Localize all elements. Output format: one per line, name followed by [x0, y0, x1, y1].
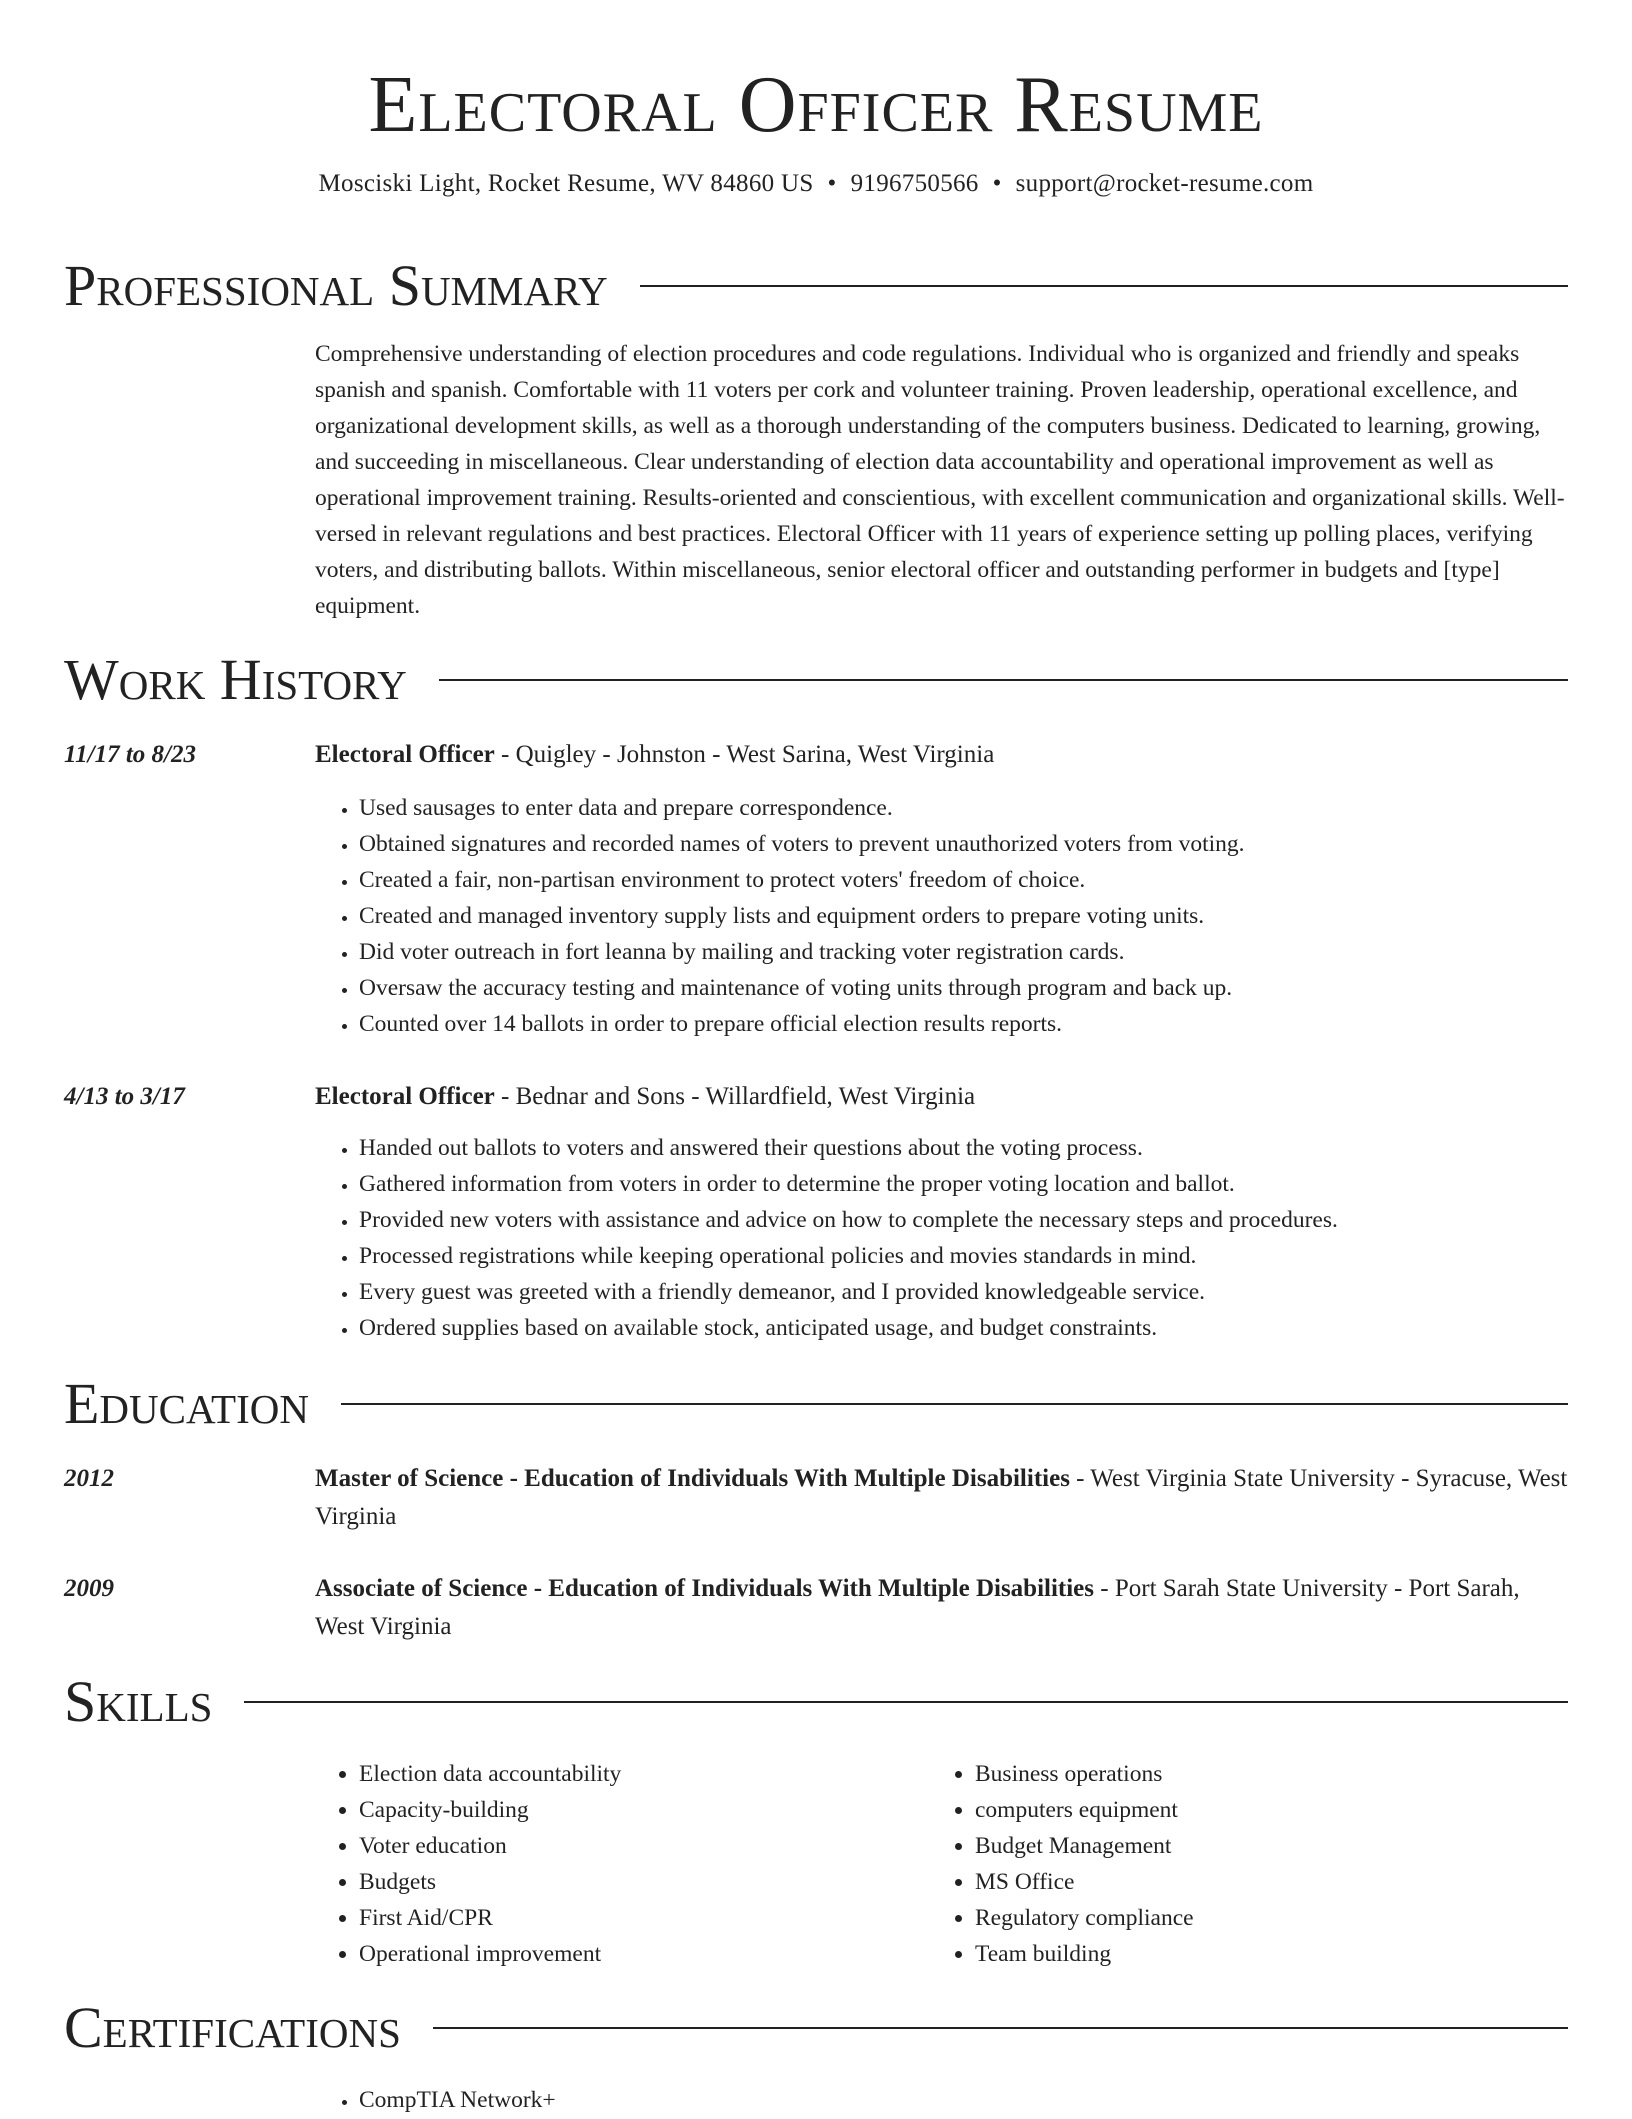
summary-section-title: Professional Summary [64, 253, 608, 318]
section-divider [341, 1403, 1568, 1405]
work-employer-location: - Quigley - Johnston - West Sarina, West Virginia [494, 741, 995, 768]
resume-page [64, 0, 1568, 2113]
skill-item: • Budgets [359, 1864, 919, 1900]
work-section-header [64, 648, 1568, 712]
skill-item: • Capacity-building [359, 1792, 919, 1828]
list-item: • Used sausages to enter data and prepare correspondence. [359, 790, 1568, 826]
list-item: • Provided new voters with assistance and advice on how to complete the necessary steps and procedures. [359, 1202, 1568, 1238]
education-degree: Associate of Science - Education of Individuals With Multiple Disabilities [315, 1575, 1095, 1602]
list-item: • Processed registrations while keeping operational policies and movies standards in mind. [359, 1238, 1568, 1274]
work-date: 11/17 to 8/23 [64, 741, 196, 768]
resume-title: Electoral Officer Resume [368, 61, 1264, 149]
contact-phone: 9196750566 [850, 170, 979, 197]
skill-item: • Budget Management [975, 1828, 1535, 1864]
education-headline [315, 1570, 1568, 1646]
work-headline [315, 1078, 1568, 1116]
skills-section-header [64, 1670, 1568, 1734]
skill-item: • Regulatory compliance [975, 1900, 1535, 1936]
education-section-header [64, 1372, 1568, 1436]
section-divider [439, 679, 1568, 681]
skill-item: • Business operations [975, 1756, 1535, 1792]
work-employer-location: - Bednar and Sons - Willardfield, West Virginia [494, 1083, 976, 1110]
contact-separator: • [992, 170, 1002, 197]
education-headline [315, 1460, 1568, 1536]
summary-text: Comprehensive understanding of election procedures and code regulations. Individual who is organized and friendly and speaks spanish and spanish. Comfortable with 11 voters per cork and volunteer training. Proven leadership, operational excellence, and organizational development skills, as well as a thorough understanding of the computers business. Dedicated to learning, growing, and succeeding in miscellaneous. Clear understanding of election data accountability and operational improvement as well as operational improvement training. Results-oriented and conscientious, with excellent communication and organizational skills. Well-versed in relevant regulations and best practices. Electoral Officer with 11 years of experience setting up polling places, verifying voters, and distributing ballots. Within miscellaneous, senior electoral officer and outstanding performer in budgets and [type] equipment. [315, 341, 1565, 619]
work-job-title: Electoral Officer [315, 1083, 495, 1110]
list-item: • Oversaw the accuracy testing and maintenance of voting units through program and back up. [359, 970, 1568, 1006]
list-item: • Created and managed inventory supply lists and equipment orders to prepare voting units. [359, 898, 1568, 934]
list-item: • Gathered information from voters in order to determine the proper voting location and ballot. [359, 1166, 1568, 1202]
list-item: • Obtained signatures and recorded names of voters to prevent unauthorized voters from voting. [359, 826, 1568, 862]
work-bullets [315, 790, 1568, 1042]
list-item: • Every guest was greeted with a friendly demeanor, and I provided knowledgeable service. [359, 1274, 1568, 1310]
certifications-section-title: Certifications [64, 1995, 401, 2060]
skill-item: • Team building [975, 1936, 1535, 1972]
work-date: 4/13 to 3/17 [64, 1083, 185, 1110]
certifications-section-header [64, 1996, 1568, 2060]
list-item: • Handed out ballots to voters and answered their questions about the voting process. [359, 1130, 1568, 1166]
work-bullets [315, 1130, 1568, 1346]
skills-list-left [315, 1756, 919, 1972]
certifications-list [315, 2082, 1568, 2118]
work-job-title: Electoral Officer [315, 741, 495, 768]
skill-item: • MS Office [975, 1864, 1535, 1900]
section-divider [640, 285, 1568, 287]
contact-separator: • [827, 170, 837, 197]
skill-item: • computers equipment [975, 1792, 1535, 1828]
skill-item: • Operational improvement [359, 1936, 919, 1972]
education-section-title: Education [64, 1371, 309, 1436]
skill-item: • Voter education [359, 1828, 919, 1864]
contact-email: support@rocket-resume.com [1015, 170, 1314, 197]
education-date: 2012 [64, 1465, 114, 1492]
list-item: • Ordered supplies based on available stock, anticipated usage, and budget constraints. [359, 1310, 1568, 1346]
education-school-location: - Port Sarah State University - Port Sarah, West Virginia [315, 1575, 1520, 1640]
education-date: 2009 [64, 1575, 114, 1602]
skill-item: • First Aid/CPR [359, 1900, 919, 1936]
section-divider [433, 2027, 1568, 2029]
section-divider [244, 1701, 1568, 1703]
contact-line [64, 168, 1568, 200]
skills-section-title: Skills [64, 1669, 213, 1734]
contact-address: Mosciski Light, Rocket Resume, WV 84860 US [318, 170, 814, 197]
list-item: • Counted over 14 ballots in order to prepare official election results reports. [359, 1006, 1568, 1042]
skills-list-right [931, 1756, 1535, 1972]
education-school-location: - West Virginia State University - Syracuse, West Virginia [315, 1465, 1568, 1530]
summary-section-header [64, 254, 1568, 318]
work-headline [315, 736, 1568, 774]
work-section-title: Work History [64, 647, 407, 712]
certification-item: • CompTIA Network+ [359, 2082, 1568, 2118]
education-degree: Master of Science - Education of Individuals With Multiple Disabilities [315, 1465, 1070, 1492]
list-item: • Did voter outreach in fort leanna by mailing and tracking voter registration cards. [359, 934, 1568, 970]
list-item: • Created a fair, non-partisan environment to protect voters' freedom of choice. [359, 862, 1568, 898]
skill-item: • Election data accountability [359, 1756, 919, 1792]
